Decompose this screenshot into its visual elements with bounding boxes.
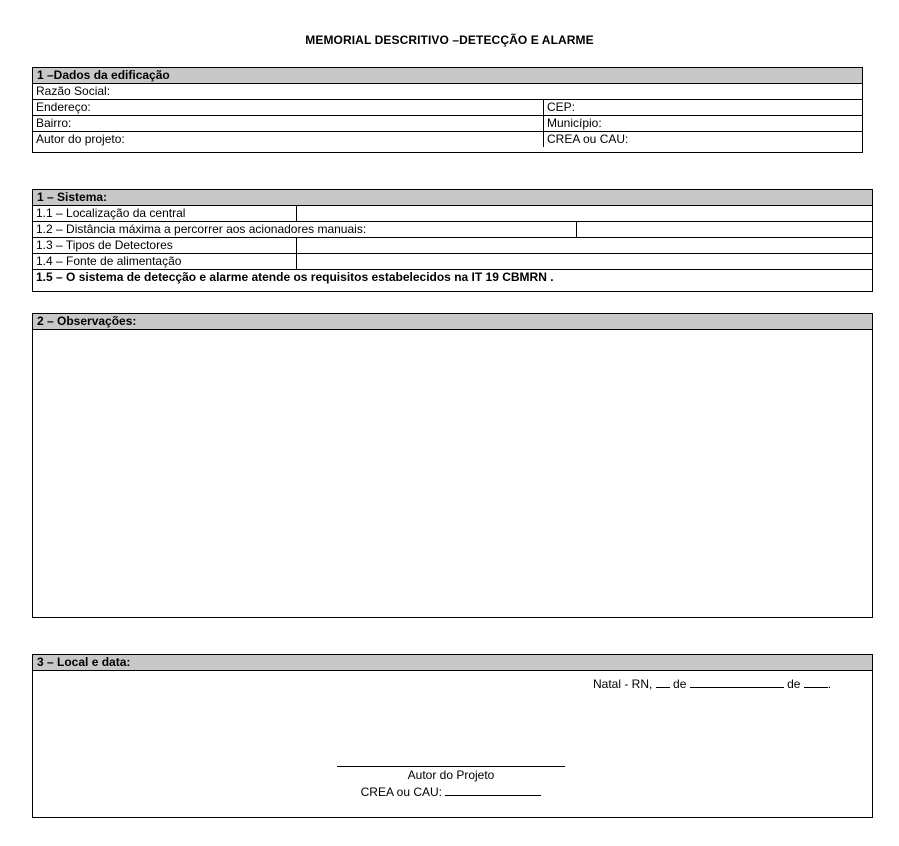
razao-social-row xyxy=(33,84,862,100)
compliance-statement: 1.5 – O sistema de detecção e alarme atende os requisitos estabelecidos na IT 19 CBMRN . xyxy=(36,270,554,284)
power-source-label: 1.4 – Fonte de alimentação xyxy=(36,254,182,268)
system-item-3 xyxy=(33,238,872,254)
place-date-line xyxy=(593,676,831,691)
municipio-label: Município: xyxy=(543,116,862,131)
observations-section xyxy=(32,313,873,618)
detector-types-value xyxy=(296,238,872,253)
detector-types-label: 1.3 – Tipos de Detectores xyxy=(36,238,173,252)
de-label-1: de xyxy=(673,677,687,691)
signature-label: Autor do Projeto xyxy=(407,768,495,782)
endereco-row xyxy=(33,100,862,116)
bairro-label: Bairro: xyxy=(36,116,72,130)
crea-blank xyxy=(445,784,541,796)
system-item-5 xyxy=(33,270,872,285)
autor-label: Autor do projeto: xyxy=(36,132,125,146)
signature-crea xyxy=(337,784,565,799)
year-blank xyxy=(804,676,828,688)
central-location-value xyxy=(296,206,872,221)
signature-crea-label: CREA ou CAU: xyxy=(360,785,443,799)
place-date-header: 3 – Local e data: xyxy=(33,655,872,671)
crea-label: CREA ou CAU: xyxy=(543,132,862,147)
date-period: . xyxy=(827,677,832,691)
bairro-row xyxy=(33,116,862,132)
power-source-value xyxy=(296,254,872,269)
day-blank xyxy=(656,676,670,688)
autor-row xyxy=(33,132,862,147)
month-blank xyxy=(690,676,784,688)
building-data-header: 1 –Dados da edificação xyxy=(33,68,862,84)
observations-header: 2 – Observações: xyxy=(33,314,872,330)
system-section xyxy=(32,189,873,292)
building-data-section xyxy=(32,67,863,153)
system-header: 1 – Sistema: xyxy=(33,190,872,206)
signature-line xyxy=(337,766,565,767)
document-title: MEMORIAL DESCRITIVO –DETECÇÃO E ALARME xyxy=(305,33,594,47)
cep-label: CEP: xyxy=(543,100,862,115)
system-item-2 xyxy=(33,222,872,238)
central-location-label: 1.1 – Localização da central xyxy=(36,206,186,220)
endereco-label: Endereço: xyxy=(36,100,91,114)
system-item-4 xyxy=(33,254,872,270)
max-distance-value xyxy=(576,222,872,237)
razao-social-label: Razão Social: xyxy=(36,84,111,98)
place-date-section xyxy=(32,654,873,818)
max-distance-label: 1.2 – Distância máxima a percorrer aos acionadores manuais: xyxy=(36,222,367,236)
city-label: Natal - RN, xyxy=(593,677,653,691)
system-item-1 xyxy=(33,206,872,222)
observations-body xyxy=(33,330,872,616)
de-label-2: de xyxy=(787,677,801,691)
